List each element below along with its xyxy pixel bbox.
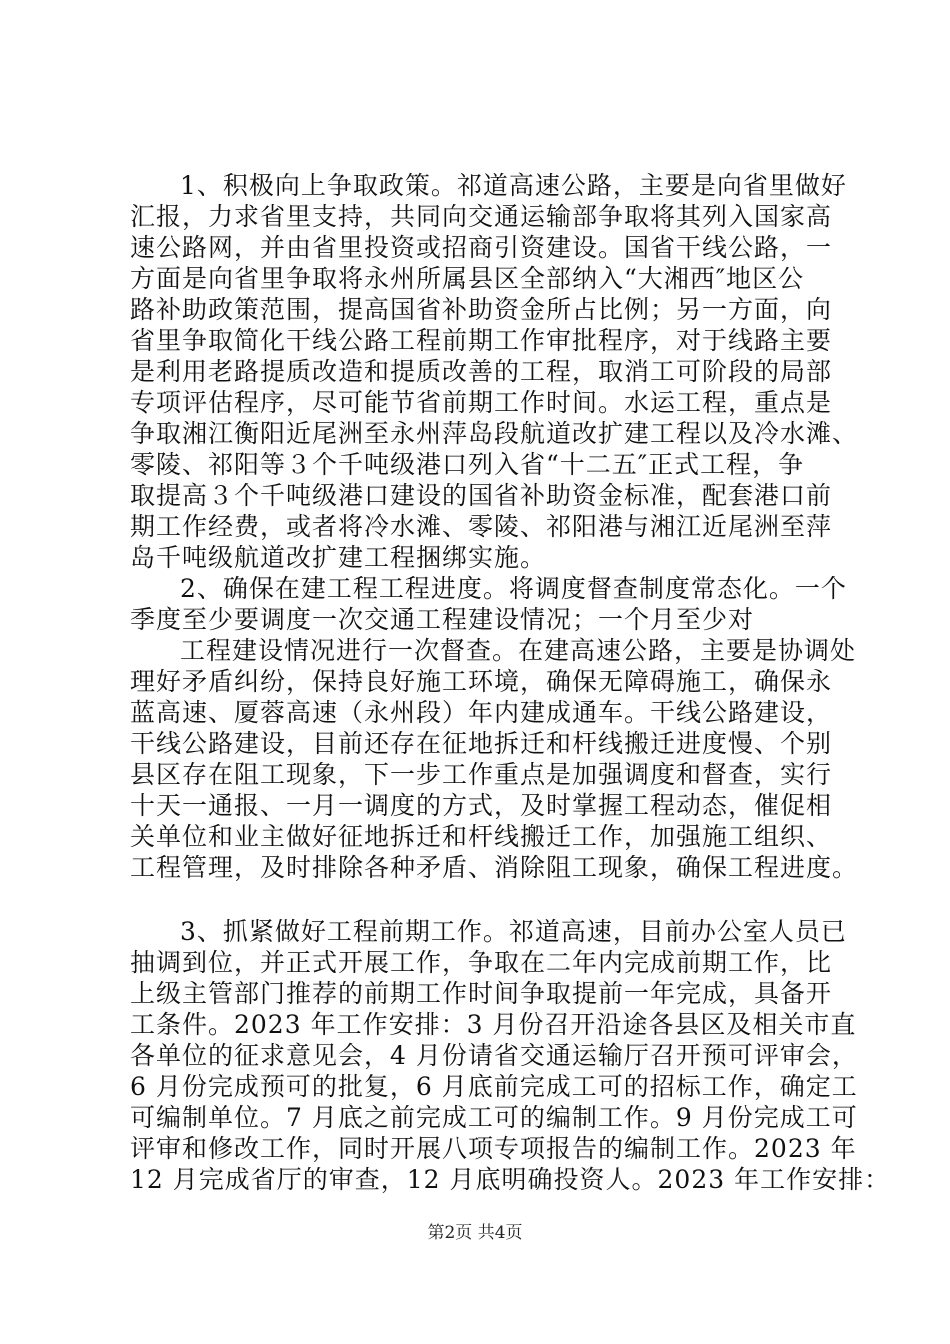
- text-line: 路补助政策范围，提高国省补助资金所占比例；另一方面，向: [130, 295, 833, 324]
- text-line: 汇报，力求省里支持，共同向交通运输部争取将其列入国家高: [130, 202, 833, 231]
- text-line: 方面是向省里争取将永州所属县区全部纳入“大湘西″地区公: [130, 264, 805, 293]
- text-line: 工程管理，及时排除各种矛盾、消除阻工现象，确保工程进度。: [130, 853, 859, 882]
- text-line: 是利用老路提质改造和提质改善的工程，取消工可阶段的局部: [130, 357, 833, 386]
- paragraph-2-continued: [130, 635, 859, 883]
- text-line: 工程建设情况进行一次督查。在建高速公路，主要是协调处: [180, 636, 857, 665]
- text-line: 蓝高速、厦蓉高速（永州段）年内建成通车。干线公路建设，: [130, 698, 833, 727]
- text-line: 干线公路建设，目前还存在征地拆迁和杆线搬迁进度慢、个别: [130, 729, 833, 758]
- text-line: 省里争取简化干线公路工程前期工作审批程序，对于线路主要: [130, 326, 833, 355]
- text-line: 零陵、祁阳等３个千吨级港口列入省“十二五″正式工程，争: [130, 450, 805, 479]
- text-line: 取提高３个千吨级港口建设的国省补助资金标准，配套港口前: [130, 481, 833, 510]
- paragraph-gap: [130, 883, 830, 916]
- text-line: 理好矛盾纠纷，保持良好施工环境，确保无障碍施工，确保永: [130, 667, 833, 696]
- text-line: 2、确保在建工程工程进度。将调度督查制度常态化。一个: [180, 574, 847, 603]
- text-line: 十天一通报、一月一调度的方式，及时掌握工程动态，催促相: [130, 791, 833, 820]
- text-line: 抽调到位，并正式开展工作，争取在二年内完成前期工作，比: [130, 948, 833, 977]
- text-line: 评审和修改工作，同时开展八项专项报告的编制工作。2023 年: [130, 1134, 857, 1163]
- text-line: 12 月完成省厅的审查，12 月底明确投资人。2023 年工作安排：: [130, 1165, 891, 1194]
- text-line: 各单位的征求意见会，4 月份请省交通运输厅召开预可评审会，: [130, 1041, 858, 1070]
- paragraph-1: [130, 170, 859, 573]
- text-line: 专项评估程序，尽可能节省前期工作时间。水运工程，重点是: [130, 388, 833, 417]
- text-line: 岛千吨级航道改扩建工程捆绑实施。: [130, 543, 547, 572]
- text-line: 关单位和业主做好征地拆迁和杆线搬迁工作，加强施工组织、: [130, 822, 833, 851]
- text-line: 可编制单位。7 月底之前完成工可的编制工作。9 月份完成工可: [130, 1103, 858, 1132]
- text-line: 3、抓紧做好工程前期工作。祁道高速，目前办公室人员已: [180, 917, 847, 946]
- text-line: 6 月份完成预可的批复，6 月底前完成工可的招标工作，确定工: [130, 1072, 858, 1101]
- text-line: 1、积极向上争取政策。祁道高速公路，主要是向省里做好: [180, 171, 847, 200]
- text-line: 县区存在阻工现象，下一步工作重点是加强调度和督查，实行: [130, 760, 833, 789]
- paragraph-3: [130, 916, 891, 1195]
- text-line: 速公路网，并由省里投资或招商引资建设。国省干线公路，一: [130, 233, 833, 262]
- text-line: 季度至少要调度一次交通工程建设情况；一个月至少对: [130, 605, 755, 634]
- paragraph-2: [130, 573, 847, 635]
- text-line: 工条件。2023 年工作安排：3 月份召开沿途各县区及相关市直: [130, 1010, 857, 1039]
- text-line: 争取湘江衡阳近尾洲至永州萍岛段航道改扩建工程以及冷水滩、: [130, 419, 859, 448]
- text-line: 期工作经费，或者将冷水滩、零陵、祁阳港与湘江近尾洲至萍: [130, 512, 833, 541]
- document-body: [130, 170, 891, 1195]
- text-line: 上级主管部门推荐的前期工作时间争取提前一年完成，具备开: [130, 979, 833, 1008]
- page-number: 第2页 共4页: [427, 1223, 523, 1243]
